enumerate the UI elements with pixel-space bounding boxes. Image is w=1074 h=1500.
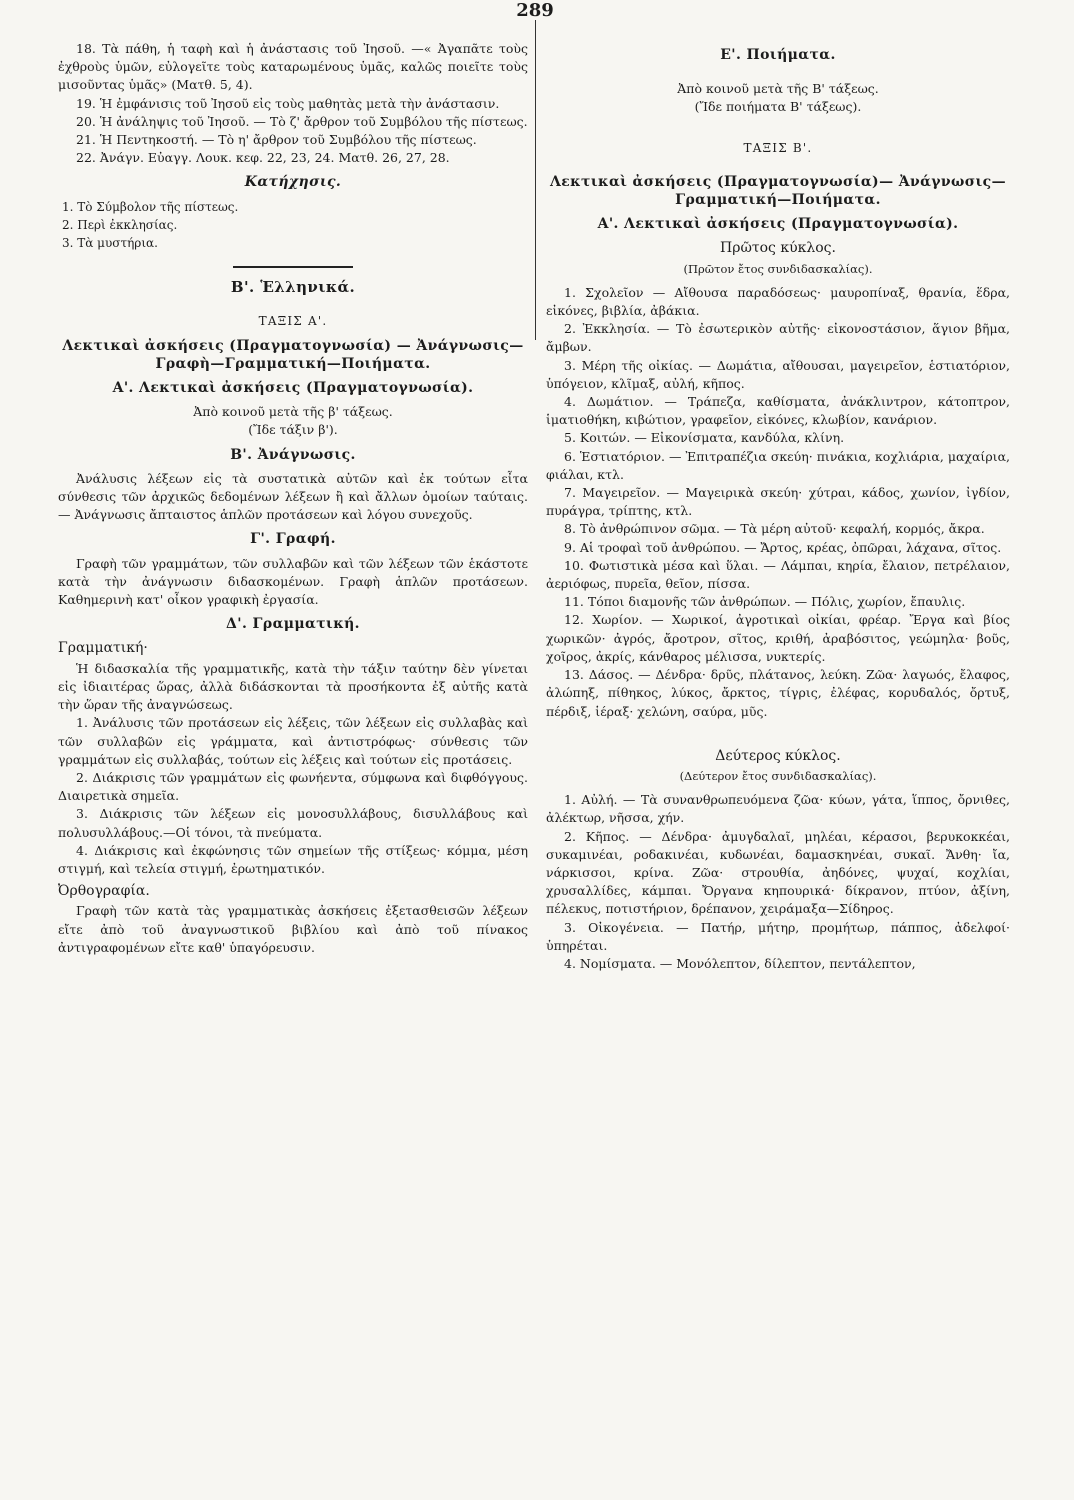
subsection-c-text: Γραφὴ τῶν γραμμάτων, τῶν συλλαβῶν καὶ τῶν λέξεων τῶν ἑκάστοτε κατὰ τὴν ἀνάγνωσιν διδασκομένων. Γραφὴ ἁπλῶν προτάσεων. Καθημερινὴ κατ' οἶκον γραφικὴ ἐργασία. — [58, 555, 528, 608]
cycle2-title: Δεύτερος κύκλος. — [715, 747, 841, 764]
list-item: 2. Κῆπος. — Δένδρα· ἀμυγδαλαῖ, μηλέαι, κέρασοι, βερυκοκκέαι, συκαμινέαι, ροδακινέαι, κυδωνέαι, δαμασκηνέαι, συκαῖ. Ἄνθη· ἴα, νάρκισσοι, κρίνα. Ζῶα· στρουθία, ἀηδόνες, ψυχαί, κοχλίαι, χρυσαλλίδες, κάμπαι. Ὄργανα κηπουρικά· δίκρανον, πτύον, ἀξίνη, πέλεκυς, ποτιστήριον, δρέπανον, χειράμαξα—Σίδηρος. — [546, 828, 1010, 917]
list-item: 12. Χωρίον. — Χωρικοί, ἀγροτικαὶ οἰκίαι, φρέαρ. Ἔργα καὶ βίος χωρικῶν· ἀγρός, ἄροτρον, σῖτος, κριθή, ἀραβόσιτος, γεώμηλα· βοῦς, χοῖρος, ἀκρίς, κάνθαρος μέλισσα, νυκτερίς. — [546, 612, 1010, 664]
list-item: 10. Φωτιστικὰ μέσα καὶ ὕλαι. — Λάμπαι, κηρία, ἔλαιον, πετρέλαιον, ἀεριόφως, πυρεῖα, θεῖον, πίσσα. — [546, 557, 1010, 592]
subsection-b-title: Β'. Ἀνάγνωσις. — [230, 446, 356, 463]
orthography-text: Γραφὴ τῶν κατὰ τὰς γραμματικὰς ἀσκήσεις ἐξετασθεισῶν λέξεων εἴτε ἀπὸ τοῦ ἀναγνωστικοῦ βιβλίου καὶ ἀπὸ τοῦ πίνακος ἀντιγραφομένων εἴτε καθ' ὑπαγόρευσιν. — [58, 903, 528, 955]
list-item: 7. Μαγειρεῖον. — Μαγειρικὰ σκεύη· χύτραι, κάδος, χωνίον, ἰγδίον, πυράγρα, τρίπτης, κτλ. — [546, 485, 1010, 519]
list-item: 9. Αἱ τροφαὶ τοῦ ἀνθρώπου. — Ἄρτος, κρέας, ὀπῶραι, λάχανα, σῖτος. — [564, 539, 1002, 555]
class-title: ΤΑΞΙΣ Β'. — [743, 140, 813, 155]
section-divider — [233, 266, 353, 268]
grammar-item: 2. Διάκρισις τῶν γραμμάτων εἰς φωνήεντα, σύμφωνα καὶ διφθόγγους. Διαιρετικὰ σημεῖα. — [58, 769, 528, 804]
katichisis-item: 3. Τὰ μυστήρια. — [62, 236, 158, 251]
list-item: 20. Ἡ ἀνάληψις τοῦ Ἰησοῦ. — Τὸ ζ' ἄρθρον τοῦ Συμβόλου τῆς πίστεως. — [76, 113, 528, 129]
list-item: 22. Ἀνάγν. Εὐαγγ. Λουκ. κεφ. 22, 23, 24. Ματθ. 26, 27, 28. — [76, 150, 450, 166]
grammar-label: Γραμματική· — [58, 640, 148, 657]
cycle1-subtitle: (Πρῶτον ἔτος συνδιδασκαλίας). — [683, 261, 873, 276]
subsection-b-text: Ἀνάλυσις λέξεων εἰς τὰ συστατικὰ αὐτῶν καὶ ἐκ τούτων εἶτα σύνθεσις τῶν ἀρχικῶς δεδομένων λέξεων ἢ καὶ ἄλλων ὁμοίων ταύταις. — Ἀνάγνωσις ἄπταιστος ἁπλῶν προτάσεων καὶ λόγου συνεχοῦς. — [58, 470, 528, 523]
list-item: 13. Δάσος. — Δένδρα· δρῦς, πλάτανος, λεύκη. Ζῶα· λαγωός, ἔλαφος, ἀλώπηξ, πίθηκος, λύκος, ἄρκτος, τίγρις, ἐλέφας, κορυδαλός, ὄρτυξ, πέρδιξ, ἱέραξ· χελώνη, σαύρα, μῦς. — [546, 667, 1010, 719]
grammar-text: Ἡ διδασκαλία τῆς γραμματικῆς, κατὰ τὴν τάξιν ταύτην δὲν γίνεται εἰς ἰδιαιτέρας ὥρας, ἀλλὰ διδάσκονται τὰ προσήκοντα ἐξ αὐτῆς κατὰ τὴν ὥραν τῆς ἀναγνώσεως. — [58, 660, 528, 713]
list-item: 2. Ἐκκλησία. — Τὸ ἐσωτερικὸν αὐτῆς· εἰκονοστάσιον, ἅγιον βῆμα, ἄμβων. — [546, 321, 1010, 355]
list-item: 21. Ἡ Πεντηκοστή. — Τὸ η' ἄρθρον τοῦ Συμβόλου τῆς πίστεως. — [76, 132, 477, 148]
left-column — [58, 40, 528, 957]
subsection-d-title: Δ'. Γραμματική. — [226, 616, 360, 633]
subsection-e-line1: Ἀπὸ κοινοῦ μετὰ τῆς Β' τάξεως. — [677, 81, 879, 97]
list-item: 3. Οἰκογένεια. — Πατήρ, μήτηρ, προμήτωρ, πάππος, ἀδελφοί· ὑπηρέται. — [546, 919, 1010, 953]
list-item: 1. Αὐλή. — Τὰ συνανθρωπευόμενα ζῶα· κύων, γάτα, ἵππος, ὄρνιθες, ἀλέκτωρ, νῆσσα, χήν. — [546, 792, 1010, 826]
list-item: 4. Νομίσματα. — Μονόλεπτον, δίλεπτον, πεντάλεπτον, — [564, 955, 916, 971]
orthography-label: Ὀρθογραφία. — [58, 883, 150, 900]
list-item: 19. Ἡ ἐμφάνισις τοῦ Ἰησοῦ εἰς τοὺς μαθητὰς μετὰ τὴν ἀνάστασιν. — [76, 95, 500, 111]
katichisis-title: Κατήχησις. — [244, 174, 342, 191]
katichisis-item: 1. Τὸ Σύμβολον τῆς πίστεως. — [62, 199, 239, 214]
cycle2-subtitle: (Δεύτερον ἔτος συνδιδασκαλίας). — [679, 768, 877, 783]
list-item: 11. Τόποι διαμονῆς τῶν ἀνθρώπων. — Πόλις, χωρίον, ἔπαυλις. — [564, 594, 966, 610]
list-item: 18. Τὰ πάθη, ἡ ταφὴ καὶ ἡ ἀνάστασις τοῦ Ἰησοῦ. —« Ἀγαπᾶτε τοὺς ἐχθροὺς ὑμῶν, εὐλογεῖτε τοὺς καταρωμένους ὑμᾶς, καλῶς ποιεῖτε τοὺς μισοῦντας ὑμᾶς» (Ματθ. 5, 4). — [58, 41, 528, 93]
subsection-e-line2: (Ἴδε ποιήματα Β' τάξεως). — [694, 99, 862, 115]
grammar-item: 4. Διάκρισις καὶ ἐκφώνησις τῶν σημείων τῆς στίξεως· κόμμα, μέση στιγμή, καὶ τελεία στιγμή, ἐρωτηματικόν. — [58, 842, 528, 876]
grammar-item: 3. Διάκρισις τῶν λέξεων εἰς μονοσυλλάβους, δισυλλάβους καὶ πολυσυλλάβους.—Οἱ τόνοι, τὰ πνεύματα. — [58, 806, 528, 840]
list-item: 8. Τὸ ἀνθρώπινον σῶμα. — Τὰ μέρη αὐτοῦ· κεφαλή, κορμός, ἄκρα. — [564, 521, 985, 537]
section-title: Β'. Ἑλληνικά. — [230, 278, 356, 297]
class-title: ΤΑΞΙΣ Α'. — [258, 314, 328, 329]
list-item: 4. Δωμάτιον. — Τράπεζα, καθίσματα, ἀνάκλιντρον, κάτοπτρον, ἱματιοθήκη, κιβώτιον, γραφεῖον, εἰκόνες, κλωβίον, κανάριον. — [546, 394, 1010, 428]
subsection-e-title: Ε'. Ποιήματα. — [720, 47, 836, 63]
list-item: 5. Κοιτών. — Εἰκονίσματα, κανδύλα, κλίνη. — [564, 430, 845, 446]
katichisis-item: 2. Περὶ ἐκκλησίας. — [62, 217, 178, 232]
list-item: 6. Ἑστιατόριον. — Ἐπιτραπέζια σκεύη· πινάκια, κοχλιάρια, μαχαίρια, φιάλαι, κτλ. — [546, 448, 1010, 482]
list-item: 1. Σχολεῖον — Αἴθουσα παραδόσεως· μαυροπίναξ, θρανία, ἕδρα, εἰκόνες, βιβλία, ἀβάκια. — [546, 284, 1010, 319]
class-subtitle: Λεκτικαὶ ἀσκήσεις (Πραγματογνωσία)— Ἀνάγνωσις—Γραμματική—Ποιήματα. — [549, 173, 1006, 209]
subsection-a-title: Α'. Λεκτικαὶ ἀσκήσεις (Πραγματογνωσία). — [112, 380, 474, 397]
subsection-a-line2: (Ἴδε τάξιν β'). — [248, 422, 338, 438]
subsection-a-title: Α'. Λεκτικαὶ ἀσκήσεις (Πραγματογνωσία). — [597, 216, 959, 233]
subsection-a-line1: Ἀπὸ κοινοῦ μετὰ τῆς β' τάξεως. — [193, 404, 393, 420]
page-number: 289 — [516, 0, 554, 21]
subsection-c-title: Γ'. Γραφή. — [250, 531, 336, 548]
cycle1-title: Πρῶτος κύκλος. — [720, 240, 836, 257]
right-column — [546, 40, 1010, 973]
class-subtitle: Λεκτικαὶ ἀσκήσεις (Πραγματογνωσία) — Ἀνάγνωσις—Γραφὴ—Γραμματική—Ποιήματα. — [62, 337, 524, 372]
grammar-item: 1. Ἀνάλυσις τῶν προτάσεων εἰς λέξεις, τῶν λέξεων εἰς συλλαβὰς καὶ τῶν συλλαβῶν εἰς γράμματα, καὶ ἀντιστρόφως· σύνθεσις τῶν γραμμάτων εἰς συλλαβάς, τούτων εἰς λέξεις καὶ τούτων εἰς προτάσεις. — [58, 715, 528, 767]
list-item: 3. Μέρη τῆς οἰκίας. — Δωμάτια, αἴθουσαι, μαγειρεῖον, ἑστιατόριον, ὑπόγειον, κλῖμαξ, αὐλή, κῆπος. — [546, 357, 1010, 391]
